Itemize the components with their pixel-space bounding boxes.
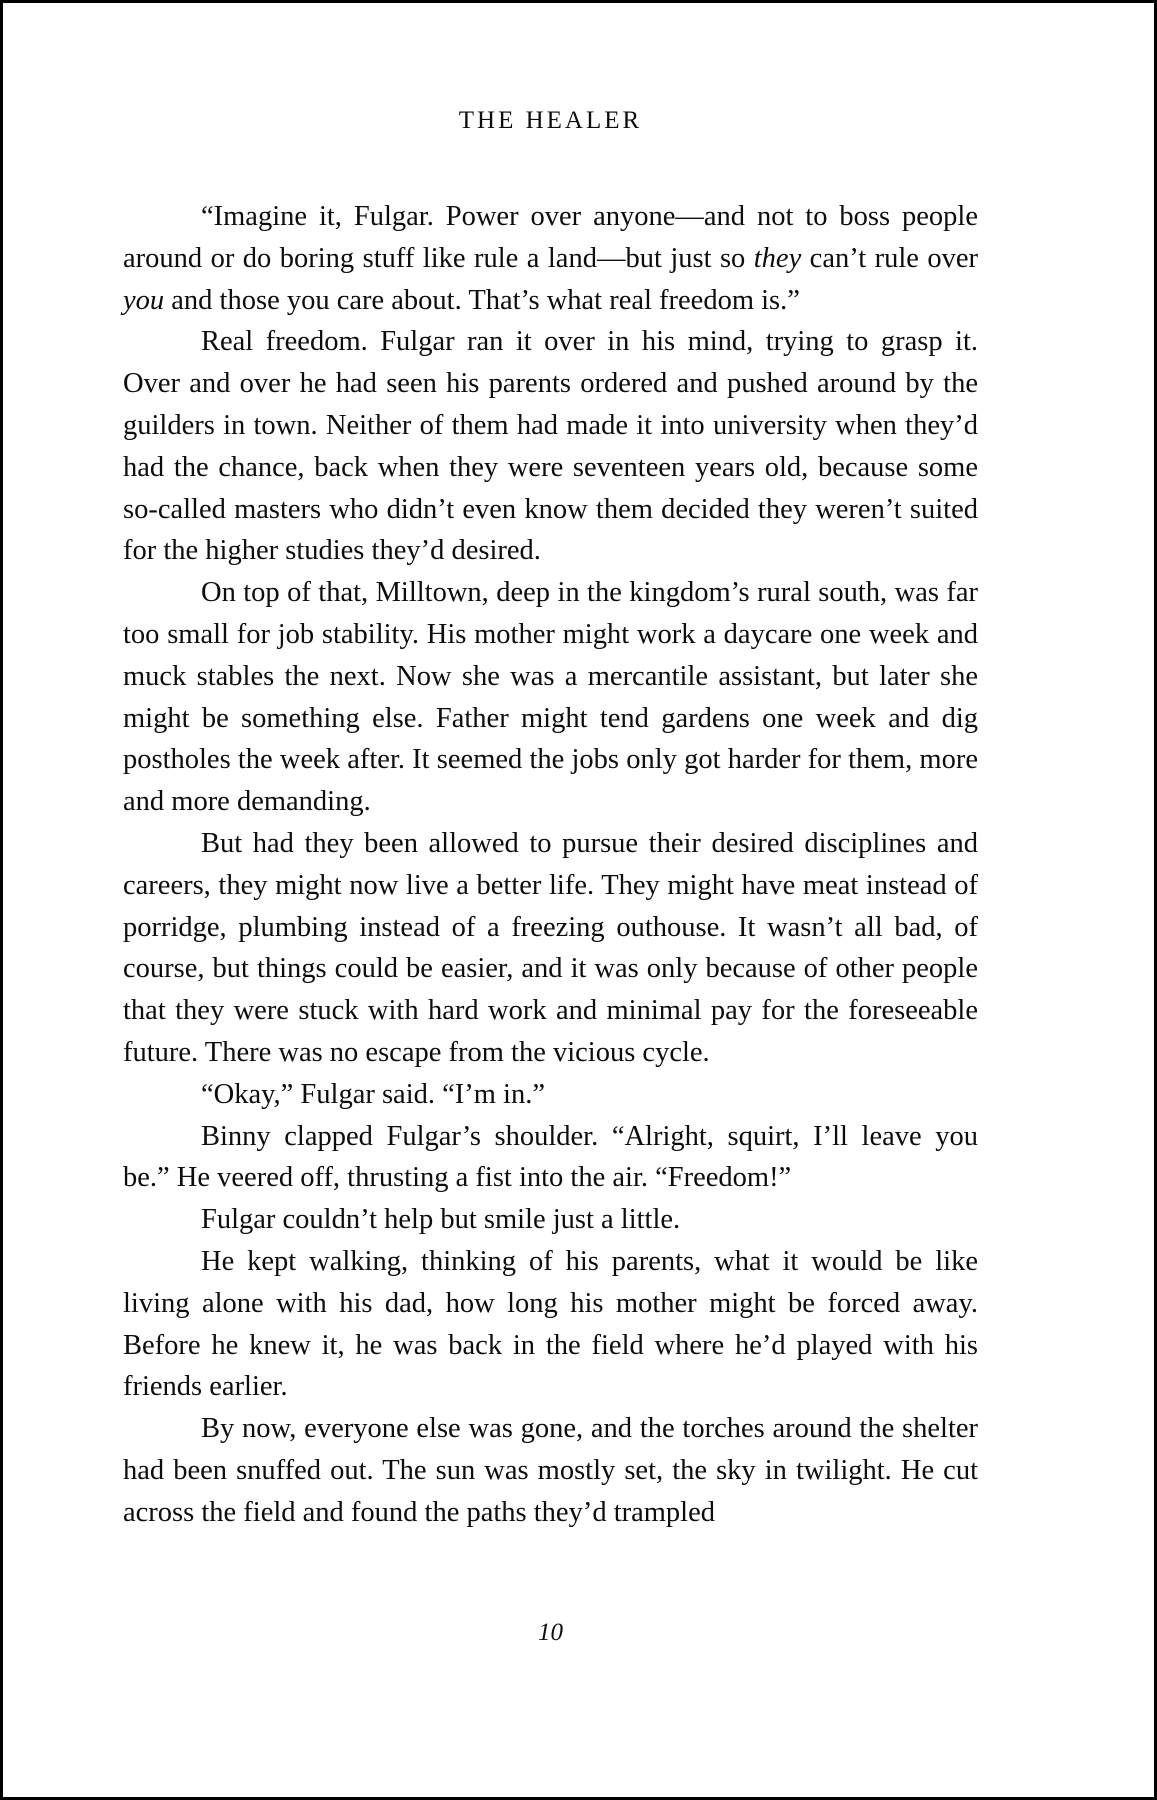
page-number: 10 [538, 1619, 563, 1646]
paragraph [123, 1408, 978, 1533]
text-run: “Imagine it, Fulgar. Power over anyone—and not to boss people around or do boring stuff like rule a land—but just so [123, 201, 978, 274]
text-run: He kept walking, thinking of his parents, what it would be like living alone with his dad, how long his mother might be forced away. Before he knew it, he was back in the field where he’d played with his friends earlier. [123, 1245, 978, 1403]
body-text [123, 196, 978, 1534]
paragraph [123, 1241, 978, 1408]
text-run: Fulgar couldn’t help but smile just a little. [201, 1204, 681, 1236]
text-run: But had they been allowed to pursue their desired disciplines and careers, they might now live a better life. They might have meat instead of porridge, plumbing instead of a freezing outhouse. It wasn’t all bad, of course, but things could be easier, and it was only because of other people that they were stuck with hard work and minimal pay for the foreseeable future. There was no escape from the vicious cycle. [123, 827, 978, 1068]
italic-text-run: they [753, 242, 802, 274]
paragraph [123, 321, 978, 572]
running-head: THE HEALER [458, 107, 643, 134]
text-run: Binny clapped Fulgar’s shoulder. “Alright, squirt, I’ll leave you be.” He veered off, thrusting a fist into the air. “Freedom!” [123, 1120, 978, 1194]
text-run: can’t rule over [801, 242, 978, 274]
text-run: On top of that, Milltown, deep in the kingdom’s rural south, was far too small for job stability. His mother might work a daycare one week and muck stables the next. Now she was a mercantile assistant, but later she might be something else. Father might tend gardens one week and dig postholes the week after. It seemed the jobs only got harder for them, more and more demanding. [123, 577, 978, 818]
paragraph [123, 823, 978, 1074]
italic-text-run: you [123, 284, 165, 316]
text-run: Real freedom. Fulgar ran it over in his mind, trying to grasp it. Over and over he had seen his parents ordered and pushed around by the guilders in town. Neither of them had made it into university when they’d had the chance, back when they were seventeen years old, because some so-called masters who didn’t even know them decided they weren’t suited for the higher studies they’d desired. [123, 326, 978, 567]
paragraph [123, 196, 978, 321]
text-run: By now, everyone else was gone, and the torches around the shelter had been snuffed out. The sun was mostly set, the sky in twilight. He cut across the field and found the paths they’d trampled [123, 1413, 978, 1528]
paragraph [123, 1074, 978, 1116]
paragraph [123, 1199, 978, 1241]
paragraph [123, 572, 978, 823]
paragraph [123, 1116, 978, 1200]
text-run: and those you care about. That’s what real freedom is.” [164, 284, 800, 316]
text-run: “Okay,” Fulgar said. “I’m in.” [201, 1078, 545, 1110]
